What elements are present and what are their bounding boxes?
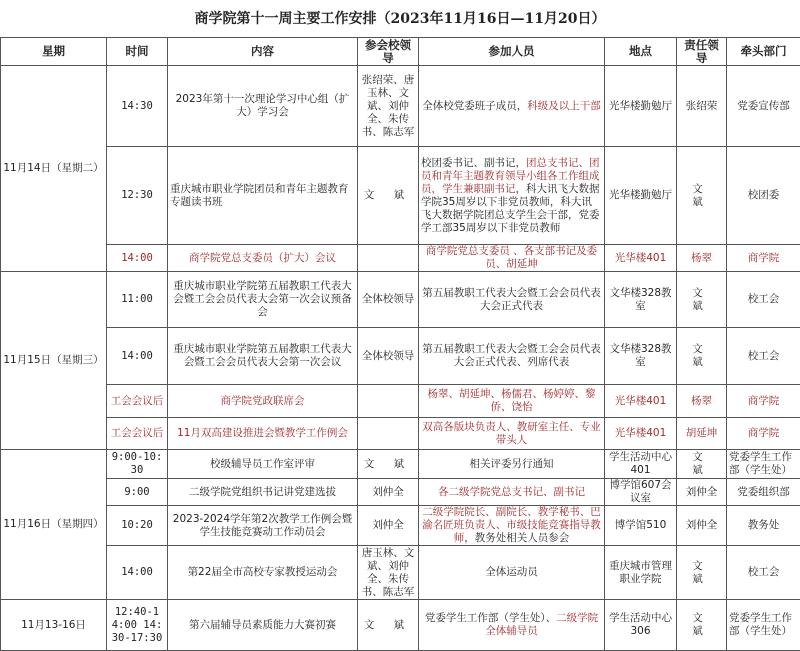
attendees-cell: 相关评委另行通知 xyxy=(419,450,605,479)
leaders-cell: 全体校领导 xyxy=(358,272,419,328)
attendees-cell: 第五届教职工代表大会暨工会会员代表大会正式代表 xyxy=(419,272,605,328)
department-cell: 党委学生工作部（学生处） xyxy=(727,600,800,651)
department-cell: 党委组织部 xyxy=(727,479,800,506)
department-cell: 党委学生工作部（学生处） xyxy=(727,450,800,479)
header-department: 牵头部门 xyxy=(727,38,800,66)
attendees-cell: 全体运动员 xyxy=(419,546,605,600)
leaders-cell: 文 斌 xyxy=(358,450,419,479)
attendees-cell: 第五届教职工代表大会暨工会会员代表大会正式代表、列席代表 xyxy=(419,328,605,385)
location-cell: 文华楼328教室 xyxy=(605,328,677,385)
content-cell: 二级学院党组织书记讲党建选拔 xyxy=(168,479,358,506)
responsible-cell: 胡延坤 xyxy=(677,418,727,450)
department-cell: 校工会 xyxy=(727,272,800,328)
time-cell: 12:30 xyxy=(107,147,168,245)
department-cell: 商学院 xyxy=(727,418,800,450)
content-cell: 重庆城市职业学院团员和青年主题教育专题读书班 xyxy=(168,147,358,245)
header-school-leaders: 参会校领导 xyxy=(358,38,419,66)
responsible-cell: 文 斌 xyxy=(677,450,727,479)
header-time: 时间 xyxy=(107,38,168,66)
content-cell: 11月双高建设推进会暨教学工作例会 xyxy=(168,418,358,450)
day-cell: 11月14日（星期二） xyxy=(1,66,107,272)
leaders-cell xyxy=(358,245,419,272)
attendees-cell: 杨翠、胡延坤、杨儒君、杨婷婷、黎侨、饶怡 xyxy=(419,385,605,418)
time-cell: 9:00 xyxy=(107,479,168,506)
responsible-cell: 刘仲全 xyxy=(677,479,727,506)
department-cell: 校团委 xyxy=(727,147,800,245)
schedule-table xyxy=(0,37,800,651)
content-cell: 重庆城市职业学院第五届教职工代表大会暨工会会员代表大会第一次会议预备会 xyxy=(168,272,358,328)
table-row xyxy=(1,66,800,147)
table-row xyxy=(1,546,800,600)
header-weekday: 星期 xyxy=(1,38,107,66)
responsible-cell: 文 斌 xyxy=(677,328,727,385)
department-cell: 教务处 xyxy=(727,506,800,546)
content-cell: 第22届全市高校专家教授运动会 xyxy=(168,546,358,600)
location-cell: 光华楼勤勉厅 xyxy=(605,147,677,245)
department-cell: 党委宣传部 xyxy=(727,66,800,147)
leaders-cell: 文 斌 xyxy=(358,147,419,245)
responsible-cell: 张绍荣 xyxy=(677,66,727,147)
attendees-cell: 各二级学院党总支书记、副书记 xyxy=(419,479,605,506)
time-cell: 14:00 xyxy=(107,546,168,600)
location-cell: 光华楼勤勉厅 xyxy=(605,66,677,147)
time-cell: 11:00 xyxy=(107,272,168,328)
page-title: 商学院第十一周主要工作安排（2023年11月16日—11月20日） xyxy=(0,0,800,37)
day-cell: 11月16日（星期四） xyxy=(1,450,107,600)
responsible-cell: 文 斌 xyxy=(677,147,727,245)
attendees-cell: 党委学生工作部（学生处）、二级学院全体辅导员 xyxy=(419,600,605,651)
location-cell: 博学馆510 xyxy=(605,506,677,546)
department-cell: 校工会 xyxy=(727,546,800,600)
time-cell: 10:20 xyxy=(107,506,168,546)
content-cell: 2023年第十一次理论学习中心组（扩大）学习会 xyxy=(168,66,358,147)
day-cell: 11月15日（星期三） xyxy=(1,272,107,450)
leaders-cell xyxy=(358,418,419,450)
attendees-cell: 全体校党委班子成员，科级及以上干部 xyxy=(419,66,605,147)
leaders-cell: 全体校领导 xyxy=(358,328,419,385)
responsible-cell: 文 斌 xyxy=(677,272,727,328)
header-location: 地点 xyxy=(605,38,677,66)
attendees-cell: 双高各版块负责人、教研室主任、专业带头人 xyxy=(419,418,605,450)
header-responsible: 责任领导 xyxy=(677,38,727,66)
table-row xyxy=(1,479,800,506)
leaders-cell: 张绍荣、唐玉林、文斌、刘仲全、朱传书、陈志军 xyxy=(358,66,419,147)
leaders-cell: 唐玉林、文斌、刘仲全、朱传书、陈志军 xyxy=(358,546,419,600)
time-cell: 工会会议后 xyxy=(107,418,168,450)
location-cell: 博学馆607会议室 xyxy=(605,479,677,506)
table-row xyxy=(1,450,800,479)
content-cell: 2023-2024学年第2次教学工作例会暨学生技能竞赛动工作动员会 xyxy=(168,506,358,546)
location-cell: 光华楼401 xyxy=(605,385,677,418)
time-cell: 14:00 xyxy=(107,328,168,385)
header-row xyxy=(1,38,800,66)
department-cell: 商学院 xyxy=(727,245,800,272)
department-cell: 商学院 xyxy=(727,385,800,418)
leaders-cell: 文 斌 xyxy=(358,600,419,651)
table-row xyxy=(1,147,800,245)
table-row xyxy=(1,272,800,328)
responsible-cell: 刘仲全 xyxy=(677,506,727,546)
table-row xyxy=(1,385,800,418)
time-cell: 9:00-10:30 xyxy=(107,450,168,479)
attendees-cell: 二级学院院长、副院长、教学秘书、巴渝名匠班负责人、市级技能竞赛指导教师，教务处相关人员参会 xyxy=(419,506,605,546)
day-cell: 11月13-16日 xyxy=(1,600,107,651)
time-cell: 14:00 xyxy=(107,245,168,272)
header-attendees: 参加人员 xyxy=(419,38,605,66)
department-cell: 校工会 xyxy=(727,328,800,385)
content-cell: 商学院党政联席会 xyxy=(168,385,358,418)
responsible-cell: 文 斌 xyxy=(677,600,727,651)
location-cell: 文华楼328教室 xyxy=(605,272,677,328)
responsible-cell: 杨翠 xyxy=(677,245,727,272)
table-row xyxy=(1,328,800,385)
responsible-cell: 杨翠 xyxy=(677,385,727,418)
content-cell: 商学院党总支委员（扩大）会议 xyxy=(168,245,358,272)
header-content: 内容 xyxy=(168,38,358,66)
table-row xyxy=(1,245,800,272)
leaders-cell: 刘仲全 xyxy=(358,479,419,506)
location-cell: 重庆城市管理职业学院 xyxy=(605,546,677,600)
content-cell: 校级辅导员工作室评审 xyxy=(168,450,358,479)
content-cell: 重庆城市职业学院第五届教职工代表大会暨工会会员代表大会第一次会议 xyxy=(168,328,358,385)
table-row xyxy=(1,418,800,450)
location-cell: 学生活动中心306 xyxy=(605,600,677,651)
time-cell: 工会会议后 xyxy=(107,385,168,418)
attendees-cell: 校团委书记、副书记，团总支书记、团员和青年主题教育领导小组各工作组成员，学生兼职副书记，科大讯飞大数据学院35周岁以下非党员教师，科大讯飞大数据学院团总支学生会干部，党委学工部35周岁以下非党员教师 xyxy=(419,147,605,245)
leaders-cell xyxy=(358,385,419,418)
responsible-cell: 文 斌 xyxy=(677,546,727,600)
time-cell: 14:30 xyxy=(107,66,168,147)
time-cell: 12:40-14:00 14:30-17:30 xyxy=(107,600,168,651)
attendees-cell: 商学院党总支委员 、各支部书记及委员、胡延坤 xyxy=(419,245,605,272)
content-cell: 第六届辅导员素质能力大赛初赛 xyxy=(168,600,358,651)
location-cell: 光华楼401 xyxy=(605,245,677,272)
location-cell: 学生活动中心401 xyxy=(605,450,677,479)
leaders-cell: 刘仲全 xyxy=(358,506,419,546)
table-row xyxy=(1,506,800,546)
location-cell: 光华楼401 xyxy=(605,418,677,450)
